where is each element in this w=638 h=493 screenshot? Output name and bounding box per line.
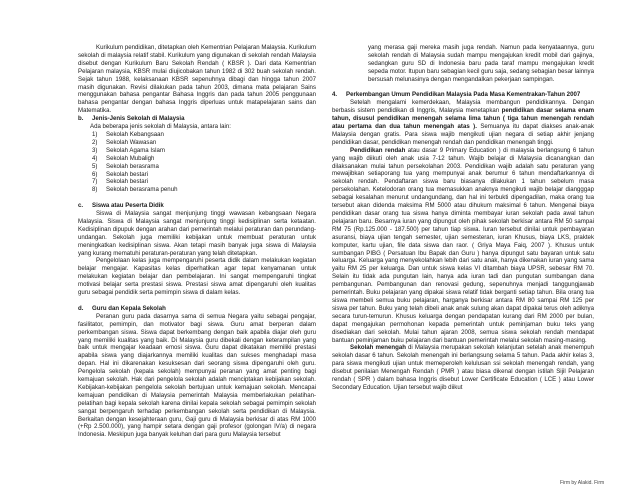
section-heading: Perkembangan Umum Pendidikan Malaysia Pada Masa Kementrakan-Tahun 2007 (346, 91, 581, 99)
section-4-paragraph-2: Pendidikan rendah atau dasar 9 Primary Education ) di malaysia berlangsung 6 tahun yang wajib diikuti oleh anak usia 7-12 tahun. Wajib belajar di Malaysia dicanangkan dan dilaksanakan mulai tahun persekolahan 2003. Pendidikan wajib adalah satu peraturan yang mewajibkan setiaporang tua yang mempunyai anak berumur 6 tahun mendaftarkannya di sekolah rendah. Pendaftaran siswa baru biasanya dilakukan 1 tahun sebelum masa persekolahan. Ketelodoran orang tua memasukkan anaknya mengikuti wajib belajar diangggap sebagai kesalahan menurut undangundang, dan hal ini terbukti dipengadilan, maka orang tua tersebut akan didenda maksima RM 5000 atau dihukum maksimal 6 tahun. Mengenai biaya pendidikan dasar orang tua siswa hanya diminta membayar iuran sekolah pada awal tahun pelajaran baru. Besarnya iuran yang dipungut oleh pihak sekolah berkisar antara RM 50 sampai RM 75 (Rp.125.000 - 187.500) per tahun tiap siswa. Iuran tersebut dinilai untuk pembayaran asuransi, biaya ujian tengah semester, ujian semesteran, iuran Khusus, biaya LKS, praktek komputer, kartu ujian, file data siswa dan raor. ( Griya Maya Faiq, 2007 ). Khusus untuk sumbangan PIBG ( Persatuan Ibu Bapak dan Guru ) hanya dipungut satu bayaran untuk satu keluarga. Keluarga yang menyekolahkan lebih dari satu anak, hanya dikenakan iuran yang sama yaitu RM 25 per keluarga. Dan untuk siswa kelas VI ditambah biaya UPSR, sebesar RM 70. Selain itu tidak ada pungutan lain, hanya ada iuran tadi dan pungutan sumbangan dana pembangunan. Pembangunan dan renovasi gedung, sepenuhnya menjadi tanggungjawab pemerintah. Buku pelajaran yang dipakai siswa relatif tidak berganti setiap tahun. Bila orang tua siswa membeli semua buku pelajaran, harganya berkisar antara RM 80 sampai RM 125 per siswa per tahun. Buku yang telah dibeli anak anak sulung akan dapat dipakai terus oleh adiknya secara turun-temurun. Khusus keluarga dengan pendapatan kurang dari RM 2000 per bulan, dapat mengajukan permohonan kepada pemerintah untuk peminjaman buku teks yang disediakan dari sekolah. Mulai tahun ajaran 2008, semua siswa sekolah rendah mendapat bantuan peminjaman buku pelajaran dari bantuan pemerintah melalui sekolah masing-masing. (332, 146, 594, 344)
intro-paragraph: Kurikulum pendidikan, ditetapkan oleh Kementrian Pelajaran Malaysia. Kurikulum sekolah di malaysia relatif stabil. Kurikulum yang digunakan di sekolah rendah Malaysia disebut dengan Kurikulum Baru Sekolah Rendah ( KBSR ). Dari data Kementrian Pelajaran malaysia, KBSR mulai diujicobakan tahun 1982 di 302 buah sekolah rendah. Sejak tahun 1988, kelaksanaan KBSR sepenuhnya dibagi dan hingga tahun 2007 masih digunakan. Revisi dilakukan pada tahun 2003, dimana mata pelajaran Sains menggunakan bahasa pengantar Bahasa Inggris dan pada tahun 2005 penggunaan bahasa pengantar dengan bahasa Inggris diperluas untuk matapelajaran sains dan Matematika. (78, 44, 316, 115)
list-item: 3) Sekolah Agama Islam (92, 146, 165, 154)
section-c-paragraph-2: Pengelolaan kelas juga mempengaruhi peserta didik dalam melakukan kegiatan belajar mengajar. Kapasitas kelas diperhatikan agar tepat kenyamanan untuk melakukan kegiatan belajar dan pembelajaran. Ini sangat mempengaruhi tingkat motivasi belajar serta prestasi siswa. Prestasi siswa amat dipengaruhi oleh kualitas guru sebagai pendidik serta pemimpin siswa di dalam kelas. (78, 257, 316, 297)
section-b-lead: Ada beberapa jenis sekolah di Malaysia, antara lain: (90, 123, 231, 131)
list-item: 5) Sekolah berasrama (92, 162, 159, 170)
section-heading: Siswa atau Peserta Didik (92, 202, 164, 210)
section-4-paragraph-1: Setelah mengalami kemerdekaan, Malaysia membangun pendidikannya. Dengan berbasis sistem pendidikan di Inggris, Malaysia menetapkan pendidikan dasar selama enam tahun, disusul pendidikan menengah selama lima tahun ( tiga tahun menengah rendah atau pertama dan dua tahun menengah atas ). Semuanya itu dapat diakses anak-anak Malaysia dengan gratis. Para siswa wajib mengikuti ujian negara di setiap akhir jenjang pendidikan dasar, pendidikan menengah rendah dan pendidikan menengah tinggi. (332, 99, 594, 146)
section-heading: Jenis-Jenis Sekolah di Malaysia (92, 115, 185, 123)
section-heading: Guru dan Kepala Sekolah (92, 304, 166, 312)
spacer (78, 297, 316, 305)
section-label: c. (78, 202, 84, 210)
list-item: 2) Sekolah Wawasan (92, 138, 157, 146)
list-item: 8) Sekolah berasrama penuh (92, 186, 178, 194)
section-label: 4. (332, 91, 338, 99)
section-4-paragraph-3: Sekolah menengah di Malaysia merupakan sekolah kelanjutan setelah anak menempuh sekolah dasar 6 tahun. Sekolah menengah ini berlangsung selama 5 tahun. Pada akhir kelas 3, para siswa mengikuti ujian untuk memeperoleh kelulusan ssi sekolah menengah rendah, yang disebut penilaian Menengah Rendah ( PMR ) atau biasa dikenal dengan istilah Sijil Pelajaran rendah ( SPR ) dalam bahasa Inggris disebut Lower Certificate Education ( LCE ) atau Lower Secondary Education. Ujian tersebut wajib diikut (332, 344, 595, 391)
left-column (78, 44, 316, 439)
continued-paragraph: yang merasa gaji mereka masih juga rendah. Namun pada kenyataannya, guru sekolah rendah di Malaysia sudah mampu mengajukan kredit mobil dari gajinya, sedangkan guru SD di Indonesia baru pada taraf mampu mengajukan kredit sepeda motor. Itupun baru sebagian kecil guru saja, sedang sebagian besar lainnya bersusah melunasinya dengan mengandalkan pekerjaan sampingan. (368, 44, 594, 83)
list-item: 1) Sekolah Kebangsaan (92, 130, 164, 138)
spacer (78, 194, 316, 202)
list-item: 6) Sekolah bestari (92, 170, 149, 178)
spacer (332, 84, 594, 92)
school-types-list (78, 131, 316, 194)
section-c-heading (78, 202, 316, 210)
section-label: d. (78, 304, 84, 312)
section-b-heading (78, 115, 316, 123)
list-item: 4) Sekolah Mubaligh (92, 154, 155, 162)
section-label: b. (78, 115, 84, 123)
page-footer: Firm by Alakid. Firm (560, 480, 605, 486)
right-column (332, 44, 594, 392)
section-4-heading (332, 91, 594, 99)
section-c-paragraph-1: Siswa di Malaysia sangat menjunjung tinggi wawasan kebangsaan Negara Malaysia. Siswa di Malaysia sangat menjunjung tinggi kedisiplinan serta ketaatan. Kedisiplinan dipupuk dengan arahan dari pemerintah melalui peraturan dan perundang-undangan. Sekolah juga memiliki kebijakan untuk membuat peraturan untuk meningkatkan kedisiplinan siswa. Akan tetapi masih banyak juga siswa di Malaysia yang kurang mematuhi peraturan-peraturan yang telah ditetapkan. (78, 210, 316, 257)
section-d-heading (78, 305, 316, 313)
section-d-paragraph: Peranan guru pada dasarnya sama di semua Negara yaitu sebagai pengajar, fasilitator, pemimpin, dan motivator bagi siswa. Guru amat berperan dalam perkembangan siswa. Siswa dapat berkembang dengan baik apabila diajar oleh guru yang memiliki kualitas yang baik. Di Malaysia guru dibekali dengan keterampilan yang baik untuk mengajar keadaan emosi siswa. Guru dapat dikatakan memiliki prestasi apabila siswa yang diajarkannya memiliki kualitas dan sukses menghadapi masa depan. Hal ini dikarenakan kesuksesan dari seorang siswa dipengaruhi oleh guru. Pengelola sekolah (kepala sekolah) mempunyai peranan yang amat penting bagi kemajuan sekolah. Hak dari pengelola sekolah adalah menciptakan kebijakan sekolah. Kebijakan-kebijakan pengelola sekolah bertujuan untuk kemajuan sekolah. Mencapai kemajuan pendidikan di Malaysia pemerintah Malaysia memberlakukan pelatihan-pelatihan bagi kepala sekolah karena dinilai kepala sekolah sebagai pemimpin sekolah sangat berpengaruh terhadap perkembangan sekolah serta pendidikan di Malaysia. Berkaitan dengan kesejahteraan guru, Gaji guru di Malaysia berkisar di atas RM 1000 (+Rp 2.500.000), yang hampir setara dengan gaji profesor (golongan IV/a) di negara Indonesia. Meskipun juga banyak keluhan dari para guru Malaysia tersebut (78, 312, 316, 439)
list-item: 7) Sekolah bestari (92, 178, 149, 186)
